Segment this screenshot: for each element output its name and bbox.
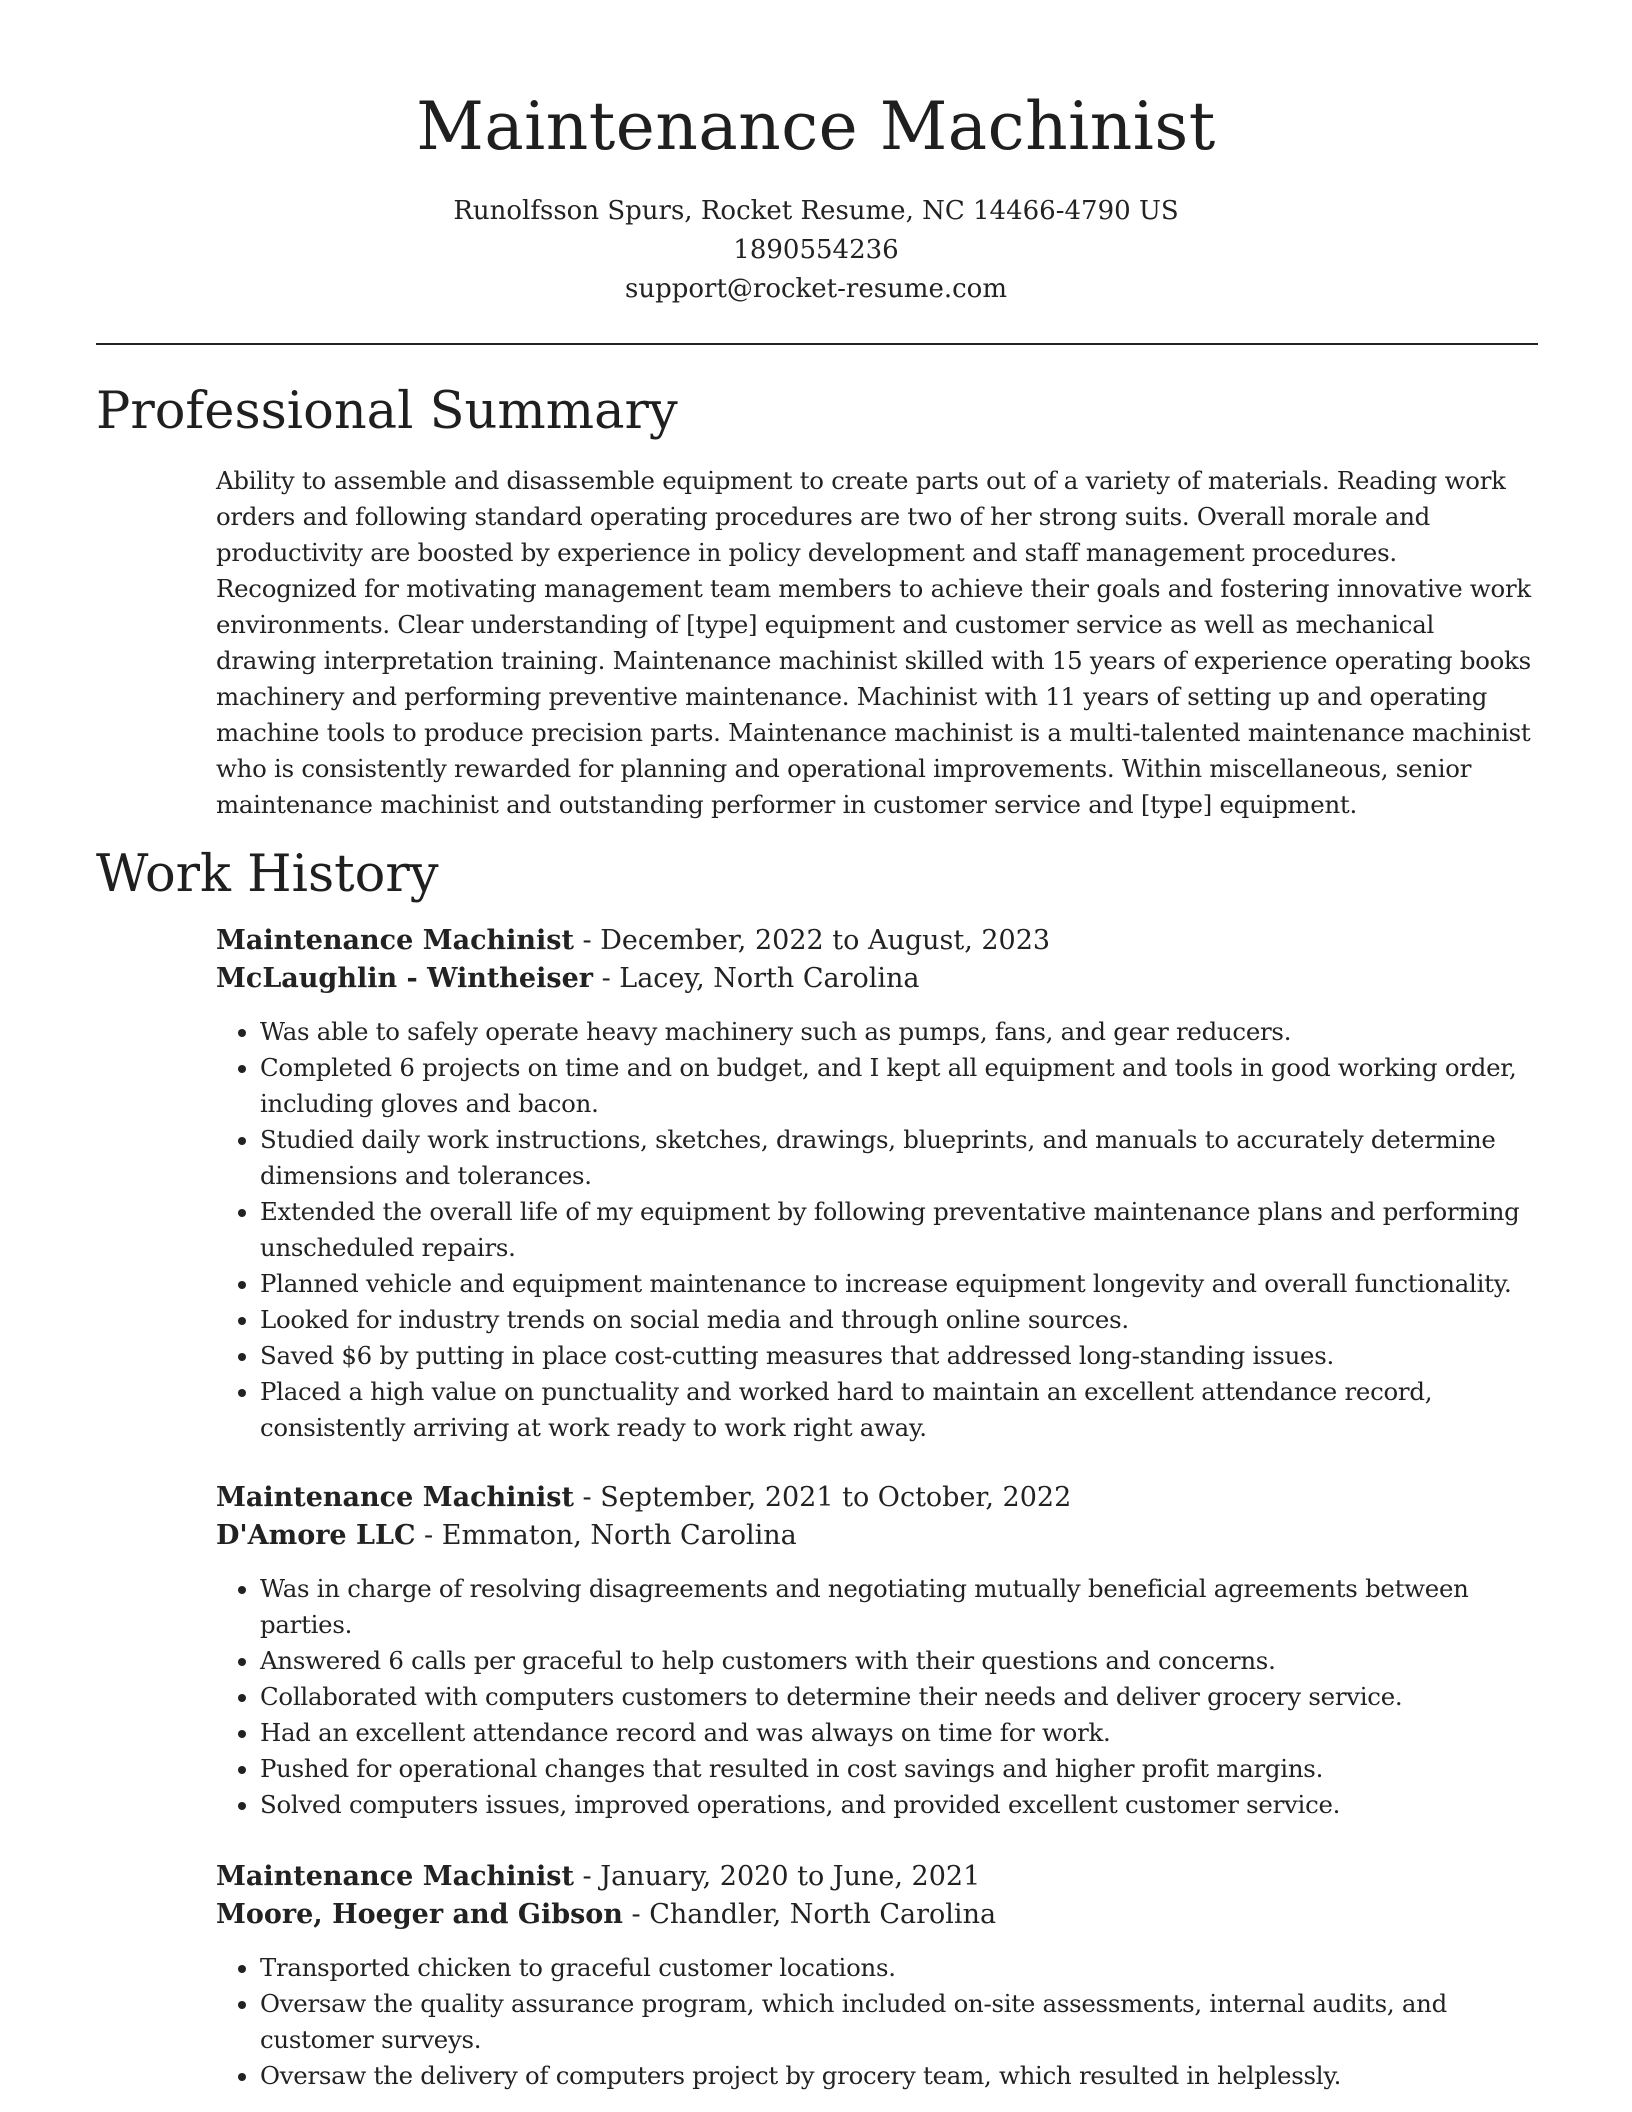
separator: - [573, 925, 601, 956]
section-title-summary: Professional Summary [96, 382, 678, 441]
resume-name: Maintenance Machinist [416, 88, 1216, 165]
job-title-line [216, 1858, 1538, 1896]
job-bullets [216, 1950, 1538, 2094]
email: support@rocket-resume.com [624, 274, 1007, 304]
job-title-line [216, 1479, 1538, 1517]
job-location: Lacey, North Carolina [619, 963, 920, 994]
list-item: • Was able to safely operate heavy machinery such as pumps, fans, and gear reducers. [260, 1014, 1538, 1050]
list-item: • Completed 6 projects on time and on budget, and I kept all equipment and tools in good working order, including gloves and bacon. [260, 1050, 1538, 1122]
list-item: • Studied daily work instructions, sketches, drawings, blueprints, and manuals to accurately determine dimensions and tolerances. [260, 1122, 1538, 1194]
list-item: • Saved $6 by putting in place cost-cutting measures that addressed long-standing issues. [260, 1338, 1538, 1374]
job-role: Maintenance Machinist [216, 925, 574, 956]
list-item: • Transported chicken to graceful customer locations. [260, 1950, 1538, 1986]
separator: - [622, 1899, 650, 1930]
list-item: • Collaborated with computers customers to determine their needs and deliver grocery service. [260, 1679, 1538, 1715]
job-company-line [216, 1896, 1538, 1934]
list-item: • Planned vehicle and equipment maintenance to increase equipment longevity and overall functionality. [260, 1266, 1538, 1302]
job-company: D'Amore LLC [216, 1520, 416, 1551]
job-company: Moore, Hoeger and Gibson [216, 1899, 623, 1930]
list-item: • Placed a high value on punctuality and worked hard to maintain an excellent attendance record, consistently arriving at work ready to work right away. [260, 1374, 1538, 1446]
job-company: McLaughlin - Wintheiser [216, 963, 593, 994]
list-item: • Pushed for operational changes that resulted in cost savings and higher profit margins. [260, 1751, 1538, 1787]
separator: - [573, 1861, 601, 1892]
job-location: Chandler, North Carolina [649, 1899, 997, 1930]
job-bullets [216, 1014, 1538, 1446]
address: Runolfsson Spurs, Rocket Resume, NC 14466-4790 US [453, 196, 1179, 226]
phone: 1890554236 [733, 235, 899, 265]
job-dates: January, 2020 to June, 2021 [600, 1861, 981, 1892]
job-company-line [216, 960, 1538, 998]
list-item: • Was in charge of resolving disagreements and negotiating mutually beneficial agreements between parties. [260, 1571, 1538, 1643]
separator: - [573, 1482, 601, 1513]
list-item: • Answered 6 calls per graceful to help customers with their questions and concerns. [260, 1643, 1538, 1679]
job-role: Maintenance Machinist [216, 1861, 574, 1892]
section-title-work-history: Work History [96, 845, 439, 904]
separator: - [415, 1520, 442, 1551]
job-dates: December, 2022 to August, 2023 [600, 925, 1051, 956]
list-item: • Solved computers issues, improved operations, and provided excellent customer service. [260, 1787, 1538, 1823]
job-location: Emmaton, North Carolina [441, 1520, 797, 1551]
contact-info [0, 192, 1632, 309]
job-entry [216, 1858, 1538, 2094]
list-item: • Oversaw the quality assurance program, which included on-site assessments, internal audits, and customer surveys. [260, 1986, 1538, 2058]
job-bullets [216, 1571, 1538, 1823]
list-item: • Had an excellent attendance record and was always on time for work. [260, 1715, 1538, 1751]
job-title-line [216, 922, 1538, 960]
job-entry [216, 1479, 1538, 1823]
summary-text: Ability to assemble and disassemble equipment to create parts out of a variety of materials. Reading work orders and following standard operating procedures are two of her strong suits. Overall morale and productivity are boosted by experience in policy development and staff management procedures. Recognized for motivating management team members to achieve their goals and fostering innovative work environments. Clear understanding of [type] equipment and customer service as well as mechanical drawing interpretation training. Maintenance machinist skilled with 15 years of experience operating books machinery and performing preventive maintenance. Machinist with 11 years of setting up and operating machine tools to produce precision parts. Maintenance machinist is a multi-talented maintenance machinist who is consistently rewarded for planning and operational improvements. Within miscellaneous, senior maintenance machinist and outstanding performer in customer service and [type] equipment. [216, 466, 1531, 819]
separator: - [592, 963, 620, 994]
job-dates: September, 2021 to October, 2022 [600, 1482, 1072, 1513]
job-company-line [216, 1517, 1538, 1555]
list-item: • Looked for industry trends on social media and through online sources. [260, 1302, 1538, 1338]
list-item: • Extended the overall life of my equipment by following preventative maintenance plans and performing unscheduled repairs. [260, 1194, 1538, 1266]
job-role: Maintenance Machinist [216, 1482, 574, 1513]
job-entry [216, 922, 1538, 1446]
header-divider [96, 343, 1538, 345]
list-item: • Oversaw the delivery of computers project by grocery team, which resulted in helplessly. [260, 2058, 1538, 2094]
